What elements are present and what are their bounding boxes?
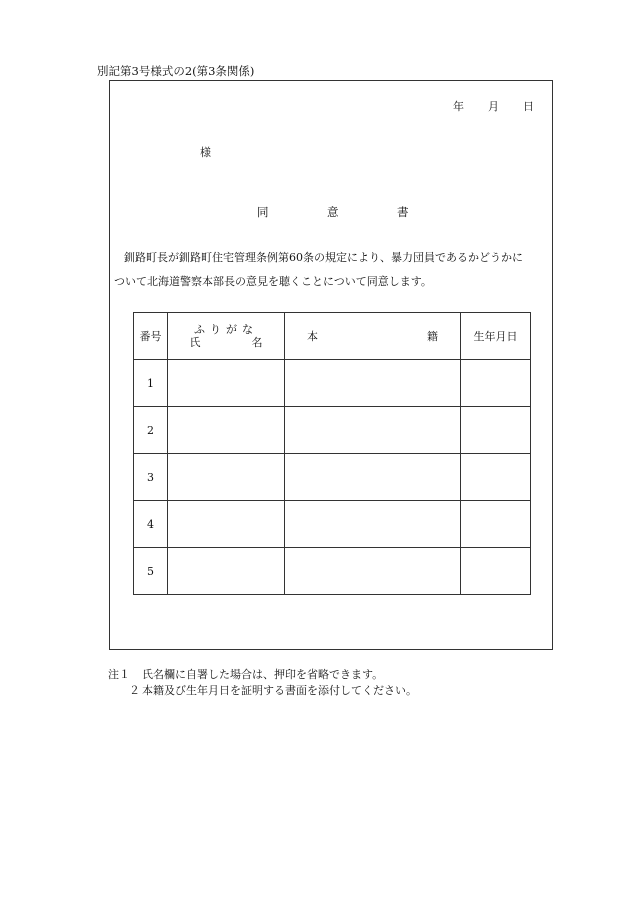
name-cell[interactable]	[168, 360, 285, 407]
domicile-cell[interactable]	[285, 360, 461, 407]
form-label: 別記第3号様式の2(第3条関係)	[97, 64, 255, 78]
table-row	[134, 360, 531, 407]
name-cell[interactable]	[168, 501, 285, 548]
header-name-label	[168, 336, 284, 349]
header-furigana: ふりがな	[194, 323, 258, 336]
header-birthdate: 生年月日	[461, 313, 531, 360]
note-item	[108, 667, 417, 683]
header-domicile	[285, 313, 461, 360]
header-name-left: 氏	[189, 336, 201, 349]
table-row	[134, 407, 531, 454]
row-number: 3	[134, 454, 168, 501]
birthdate-cell[interactable]	[461, 548, 531, 595]
table-row	[134, 548, 531, 595]
note-item	[108, 683, 417, 699]
title-char-1: 同	[257, 205, 269, 219]
domicile-cell[interactable]	[285, 454, 461, 501]
title-char-2: 意	[327, 205, 339, 219]
domicile-cell[interactable]	[285, 548, 461, 595]
name-cell[interactable]	[168, 407, 285, 454]
header-name	[168, 313, 285, 360]
table-row	[134, 501, 531, 548]
body-text-line-2: ついて北海道警察本部長の意見を聴くことについて同意します。	[114, 275, 432, 288]
header-name-right: 名	[251, 336, 263, 349]
consent-table	[133, 312, 531, 595]
birthdate-cell[interactable]	[461, 454, 531, 501]
table-header-row	[134, 313, 531, 360]
body-text-line-1: 釧路町長が釧路町住宅管理条例第60条の規定により、暴力団員であるかどうかに	[124, 251, 523, 264]
note-prefix: 注１	[108, 668, 130, 681]
addressee-suffix: 様	[200, 146, 211, 159]
table-row	[134, 454, 531, 501]
header-domicile-left: 本	[307, 330, 318, 343]
domicile-cell[interactable]	[285, 407, 461, 454]
date-day-label: 日	[523, 100, 534, 113]
title-char-3: 書	[397, 205, 409, 219]
birthdate-cell[interactable]	[461, 360, 531, 407]
row-number: 4	[134, 501, 168, 548]
header-number: 番号	[134, 313, 168, 360]
note-prefix: ２	[129, 684, 140, 697]
row-number: 5	[134, 548, 168, 595]
birthdate-cell[interactable]	[461, 407, 531, 454]
domicile-cell[interactable]	[285, 501, 461, 548]
date-month-label: 月	[488, 100, 499, 113]
notes	[108, 667, 417, 699]
name-cell[interactable]	[168, 548, 285, 595]
note-text: 氏名欄に自署した場合は、押印を省略できます。	[142, 668, 384, 681]
note-text: 本籍及び生年月日を証明する書面を添付してください。	[142, 684, 417, 697]
consent-form-frame	[109, 80, 553, 650]
date-year-label: 年	[453, 100, 464, 113]
header-domicile-right: 籍	[427, 330, 438, 343]
name-cell[interactable]	[168, 454, 285, 501]
birthdate-cell[interactable]	[461, 501, 531, 548]
row-number: 1	[134, 360, 168, 407]
row-number: 2	[134, 407, 168, 454]
